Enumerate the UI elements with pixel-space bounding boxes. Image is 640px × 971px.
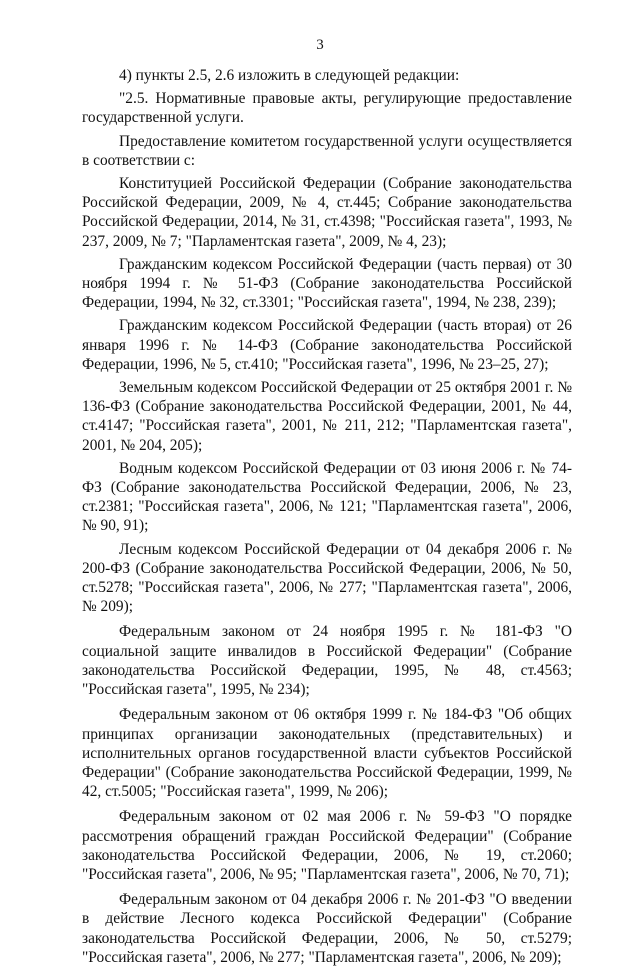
law-item-civil-code-part1: Гражданским кодексом Российской Федерации (часть первая) от 30 ноября 1994 г. № 51-ФЗ (Собрание законодательства Российской Федерации, 1994, № 32, ст.3301; "Российская газета", 1994, № 238, 239); bbox=[82, 255, 572, 312]
page-number: 3 bbox=[316, 37, 324, 53]
law-item-civil-code-part2: Гражданским кодексом Российской Федерации (часть вторая) от 26 января 1996 г. № 14-ФЗ (Собрание законодательства Российской Федерации, 1996, № 5, ст.410; "Российская газета", 1996, № 23–25, 27); bbox=[82, 317, 572, 373]
law-item-constitution: Конституцией Российской Федерации (Собрание законодательства Российской Федерации, 2009, № 4, ст.445; Собрание законодательства Российской Федерации, 2014, № 31, ст.4398; "Российская газета", 1993, № 237, 2009, № 7; "Парламентская газета", 2009, № 4, 23); bbox=[82, 175, 572, 250]
document-body bbox=[82, 66, 572, 971]
law-item-land-code: Земельным кодексом Российской Федерации от 25 октября 2001 г. № 136-ФЗ (Собрание законодательства Российской Федерации, 2001, № 44, ст.4147; "Российская газета", 2001, № 211, 212; "Парламентская газета", 2001, № 204, 205); bbox=[82, 379, 572, 454]
law-item-water-code: Водным кодексом Российской Федерации от 03 июня 2006 г. № 74-ФЗ (Собрание законодательства Российской Федерации, 2006, № 23, ст.2381; "Российская газета", 2006, № 121; "Парламентская газета", 2006, № 90, 91); bbox=[82, 459, 572, 535]
section-2-5-heading: "2.5. Нормативные правовые акты, регулирующие предоставление государственной услуги. bbox=[82, 90, 572, 127]
law-item-181-fz: Федеральным законом от 24 ноября 1995 г. № 181-ФЗ "О социальной защите инвалидов в Российской Федерации" (Собрание законодательства Российской Федерации, 1995, № 48, ст.4563; "Российская газета", 1995, № 234); bbox=[82, 623, 572, 699]
amendment-intro: 4) пункты 2.5, 2.6 изложить в следующей редакции: bbox=[119, 67, 460, 84]
legal-basis-intro: Предоставление комитетом государственной услуги осуществляется в соответствии с: bbox=[82, 132, 572, 169]
law-item-forest-code: Лесным кодексом Российской Федерации от 04 декабря 2006 г. № 200-ФЗ (Собрание законодательства Российской Федерации, 2006, № 50, ст.5278; "Российская газета", 2006, № 277; "Парламентская газета", 2006, № 209); bbox=[82, 540, 572, 616]
law-item-201-fz: Федеральным законом от 04 декабря 2006 г. № 201-ФЗ "О введении в действие Лесного кодекса Российской Федерации" (Собрание законодательства Российской Федерации, 2006, № 50, ст.5279; "Российская газета", 2006, № 277; "Парламентская газета", 2006, № 209); bbox=[82, 891, 572, 966]
law-item-184-fz: Федеральным законом от 06 октября 1999 г. № 184-ФЗ "Об общих принципах организации законодательных (представительных) и исполнительных органов государственной власти субъектов Российской Федерации" (Собрание законодательства Российской Федерации, 1999, № 42, ст.5005; "Российская газета", 1999, № 206); bbox=[82, 706, 572, 801]
law-item-59-fz: Федеральным законом от 02 мая 2006 г. № 59-ФЗ "О порядке рассмотрения обращений граждан Российской Федерации" (Собрание законодательства Российской Федерации, 2006, № 19, ст.2060; "Российская газета", 2006, № 95; "Парламентская газета", 2006, № 70, 71); bbox=[82, 808, 572, 883]
